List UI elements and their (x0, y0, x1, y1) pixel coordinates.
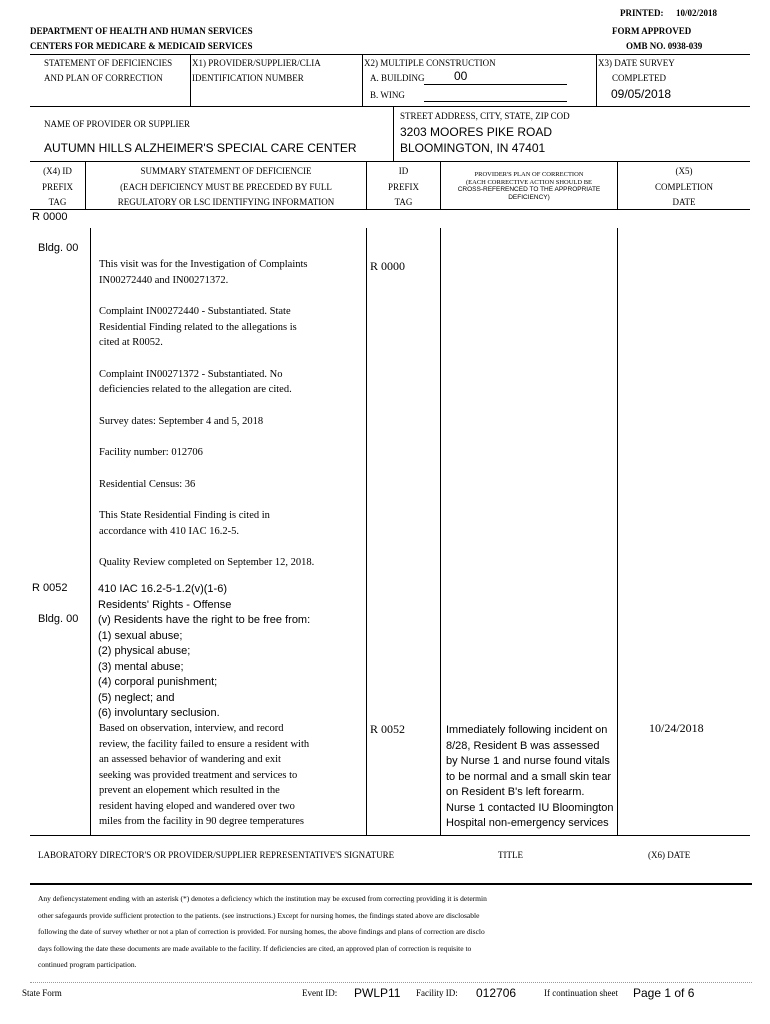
x4-tag-label: TAG (48, 197, 67, 207)
finding-line: an assessed behavior of wandering and exit (99, 754, 281, 765)
entry1-tag: R 0000 (32, 211, 68, 223)
summary-label: SUMMARY STATEMENT OF DEFICIENCIE (140, 166, 312, 176)
entry1-bldg: Bldg. 00 (38, 242, 79, 254)
entry2-bldg: Bldg. 00 (38, 613, 79, 625)
entry2-right-tag: R 0052 (370, 722, 406, 736)
event-id-label: Event ID: (302, 988, 338, 998)
entry2-regulation (98, 582, 363, 722)
address-label: STREET ADDRESS, CITY, STATE, ZIP COD (400, 111, 570, 121)
facility-id-label: Facility ID: (416, 988, 458, 998)
plan-header-line4: DEFICIENCY) (508, 193, 550, 201)
regulation-line: (4) corporal punishment; (98, 676, 218, 688)
regulation-line: (1) sexual abuse; (98, 629, 183, 642)
survey-date: 09/05/2018 (611, 87, 672, 101)
summary-paragraph (99, 445, 364, 461)
centers-title: CENTERS FOR MEDICARE & MEDICAID SERVICES (30, 41, 253, 51)
id-tag-label: TAG (394, 197, 413, 207)
entry2-completion-date: 10/24/2018 (649, 721, 704, 735)
x5-label: (X5) (675, 166, 693, 176)
regulation-line: Residents' Rights - Offense (98, 598, 232, 611)
building-label: A. BUILDING (370, 73, 425, 83)
plan-line: Nurse 1 contacted IU Bloomington (446, 801, 614, 814)
plan-line: to be normal and a small skin tear (446, 770, 612, 783)
summary-line: accordance with 410 IAC 16.2-5. (99, 525, 239, 537)
plan-label: AND PLAN OF CORRECTION (44, 73, 163, 83)
plan-of-correction-header (441, 171, 617, 201)
summary-line: Complaint IN00272440 - Substantiated. State (99, 306, 291, 317)
summary-line: This visit was for the Investigation of Complaints (99, 259, 308, 270)
x1-identification-label: IDENTIFICATION NUMBER (192, 73, 304, 83)
regulation-line: (6) involuntary seclusion. (98, 707, 220, 719)
x4-label: (X4) ID (43, 166, 72, 176)
summary-paragraph (99, 304, 364, 351)
address-line1: 3203 MOORES PIKE ROAD (400, 125, 553, 139)
entry2-plan-of-correction (446, 723, 616, 832)
summary-paragraph (99, 477, 364, 493)
entry1-summary (99, 257, 364, 587)
footnote-line: Any defiencystatement ending with an asterisk (*) denotes a deficiency which the institution may be excused from correcting providing it is determin (38, 894, 487, 903)
plan-line: Hospital non-emergency services (446, 817, 609, 829)
completed-label: COMPLETED (612, 73, 666, 83)
summary-line: deficiencies related to the allegation are cited. (99, 384, 292, 395)
plan-line: on Resident B's left forearm. (446, 786, 585, 798)
form-approved: FORM APPROVED (612, 26, 692, 36)
entry2-finding (99, 721, 364, 830)
wing-label: B. WING (370, 90, 405, 100)
provider-label: NAME OF PROVIDER OR SUPPLIER (44, 119, 191, 129)
plan-header-line3: CROSS-REFERENCED TO THE APPROPRIATE (457, 186, 601, 193)
summary-line: Residential Census: 36 (99, 478, 196, 490)
id-prefix-label: PREFIX (387, 182, 419, 192)
summary-paragraph (99, 257, 364, 288)
summary-line: Facility number: 012706 (99, 447, 203, 458)
finding-line: prevent an elopement which resulted in the (99, 785, 280, 796)
id-label: ID (398, 166, 409, 176)
plan-header-line2: (EACH CORRECTIVE ACTION SHOULD BE (465, 178, 593, 186)
x4-prefix-label: PREFIX (41, 182, 73, 192)
regulation-line: (2) physical abuse; (98, 645, 191, 657)
summary-line: cited at R0052. (99, 337, 163, 348)
summary-line: Residential Finding related to the allegations is (99, 321, 297, 333)
x2-label: X2) MULTIPLE CONSTRUCTION (364, 58, 496, 68)
plan-line: Immediately following incident on (446, 724, 608, 736)
plan-line: by Nurse 1 and nurse found vitals (446, 755, 610, 767)
summary-paragraph (99, 367, 364, 398)
finding-line: Based on observation, interview, and record (99, 723, 284, 734)
summary-line: Complaint IN00271372 - Substantiated. No (99, 368, 283, 380)
regulation-line: (3) mental abuse; (98, 660, 184, 673)
event-id-value: PWLP11 (354, 986, 401, 1000)
page-number: Page 1 of 6 (633, 986, 695, 1000)
entry2-tag: R 0052 (32, 582, 68, 594)
printed-label: PRINTED: (620, 8, 664, 18)
finding-line: miles from the facility in 90 degree temperatures (99, 816, 304, 827)
finding-line: review, the facility failed to ensure a resident with (99, 738, 310, 750)
regulation-line: 410 IAC 16.2-5-1.2(v)(1-6) (98, 583, 227, 595)
summary-paragraph (99, 555, 364, 571)
footnote-line: continued program participation. (38, 960, 137, 969)
summary-line: Survey dates: September 4 and 5, 2018 (99, 415, 264, 427)
summary-sub-label: (EACH DEFICIENCY MUST BE PRECEDED BY FULL (120, 182, 332, 192)
printed-date: 10/02/2018 (676, 8, 718, 18)
finding-line: seeking was provided treatment and services to (99, 769, 298, 781)
signature-label: LABORATORY DIRECTOR'S OR PROVIDER/SUPPLIER REPRESENTATIVE'S SIGNATURE (38, 850, 395, 860)
footnote-line: following the date of survey whether or not a plan of correction is provided. For nursing homes, the above findings and plans of correction are disclo (38, 927, 485, 936)
regulation-line: (5) neglect; and (98, 691, 175, 704)
plan-header-line1: PROVIDER'S PLAN OF CORRECTION (474, 171, 584, 178)
continuation-label: If continuation sheet (544, 988, 618, 998)
omb-number: OMB NO. 0938-039 (626, 41, 703, 51)
finding-line: resident having eloped and wandered over two (99, 800, 295, 812)
footnote (38, 891, 750, 974)
department-title: DEPARTMENT OF HEALTH AND HUMAN SERVICES (30, 26, 253, 36)
x6-date-label: (X6) DATE (648, 850, 691, 860)
x3-label: X3) DATE SURVEY (598, 58, 675, 68)
summary-paragraph (99, 414, 364, 430)
entry1-right-tag: R 0000 (370, 259, 406, 273)
facility-id-value: 012706 (476, 986, 517, 1000)
statement-label: STATEMENT OF DEFICIENCIES (44, 58, 173, 68)
footnote-line: days following the date these documents are made available to the facility. If deficiencies are cited, an approved plan of correction is requisite to (38, 943, 472, 953)
regulation-line: (v) Residents have the right to be free from: (98, 614, 311, 626)
title-label: TITLE (498, 850, 523, 860)
summary-line: This State Residential Finding is cited in (99, 510, 270, 521)
footnote-line: other safegaurds provide sufficient protection to the patients. (see instructions.) Except for nursing homes, the findings stated above are disclosable (38, 910, 480, 920)
summary-paragraph (99, 508, 364, 539)
state-form-label: State Form (22, 988, 62, 998)
x1-label: X1) PROVIDER/SUPPLIER/CLIA (192, 58, 321, 68)
summary-line: IN00272440 and IN00271372. (99, 274, 229, 286)
provider-name: AUTUMN HILLS ALZHEIMER'S SPECIAL CARE CENTER (44, 141, 357, 155)
address-line2: BLOOMINGTON, IN 47401 (400, 141, 546, 155)
summary-reg-label: REGULATORY OR LSC IDENTIFYING INFORMATION (117, 197, 335, 207)
plan-line: 8/28, Resident B was assessed (446, 739, 600, 752)
summary-line: Quality Review completed on September 12, 2018. (99, 557, 315, 568)
building-value: 00 (454, 69, 468, 83)
completion-label: COMPLETION (655, 182, 713, 192)
date-label: DATE (672, 197, 696, 207)
